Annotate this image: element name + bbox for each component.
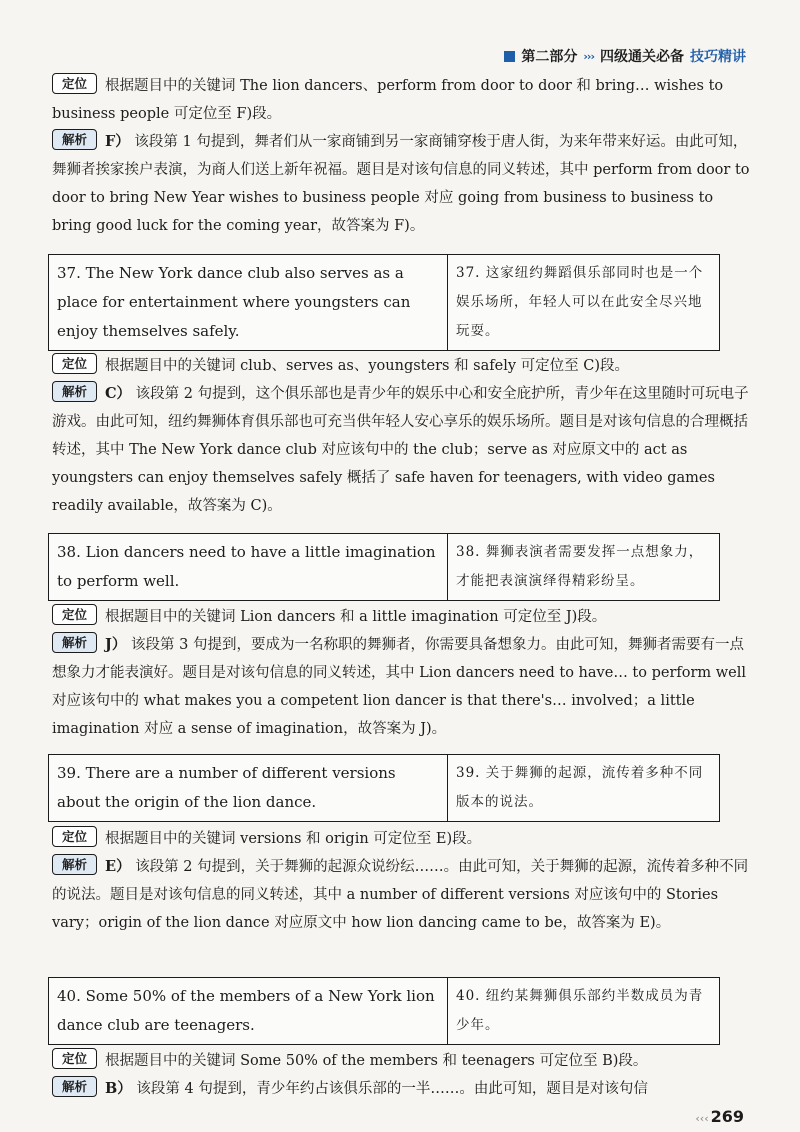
question-39-chinese: 39. 关于舞狮的起源，流传着多种不同版本的说法。: [456, 765, 704, 810]
locate-text: 根据题目中的关键词 Lion dancers 和 a little imagination 可定位至 J)段。: [105, 609, 607, 625]
locate-tag: 定位: [52, 604, 97, 625]
answer-letter: C）: [105, 385, 132, 402]
locate-paragraph: [52, 603, 752, 631]
locate-paragraph: [52, 825, 752, 853]
question-38-english: 38. Lion dancers need to have a little imagination to perform well.: [49, 534, 448, 600]
locate-paragraph: [52, 352, 752, 380]
answer-letter: E）: [105, 858, 131, 875]
locate-text: 根据题目中的关键词 Some 50% of the members 和 teenagers 可定位至 B)段。: [105, 1053, 648, 1069]
locate-text: 根据题目中的关键词 club、serves as、youngsters 和 safely 可定位至 C)段。: [105, 358, 630, 374]
analysis-paragraph: [52, 128, 752, 240]
answer-letter: F）: [105, 133, 130, 150]
header-arrows: ›››: [583, 49, 594, 63]
analysis-tag: 解析: [52, 854, 97, 875]
locate-text: 根据题目中的关键词 The lion dancers、perform from door to door 和 bring… wishes to business people 可定位至 F)段。: [52, 78, 724, 122]
running-header: [504, 46, 746, 66]
question-37-english: 37. The New York dance club also serves as a place for entertainment where youngsters can enjoy themselves safely.: [49, 255, 448, 350]
locate-paragraph: [52, 1047, 752, 1075]
answer-letter: J）: [105, 636, 127, 653]
question-box-40: [48, 977, 720, 1045]
analysis-paragraph: [52, 1075, 752, 1103]
question-40-english: 40. Some 50% of the members of a New York lion dance club are teenagers.: [49, 978, 448, 1044]
question-box-39: [48, 754, 720, 822]
question-40-chinese: 40. 纽约某舞狮俱乐部约半数成员为青少年。: [456, 988, 704, 1033]
page-arrows: ‹‹‹: [695, 1112, 709, 1125]
analysis-tag: 解析: [52, 1076, 97, 1097]
analysis-tag: 解析: [52, 129, 97, 150]
page-number: [695, 1107, 744, 1126]
header-title-a: 四级通关必备: [600, 49, 684, 65]
analysis-text: 该段第 4 句提到，青少年约占该俱乐部的一半……。由此可知，题目是对该句信: [136, 1081, 648, 1097]
answer-letter: B）: [105, 1080, 132, 1097]
locate-tag: 定位: [52, 73, 97, 94]
question-37-chinese: 37. 这家纽约舞蹈俱乐部同时也是一个娱乐场所，年轻人可以在此安全尽兴地玩耍。: [456, 265, 704, 339]
page-number-value: 269: [710, 1107, 744, 1126]
locate-text: 根据题目中的关键词 versions 和 origin 可定位至 E)段。: [105, 831, 482, 847]
locate-paragraph: [52, 72, 752, 128]
locate-tag: 定位: [52, 1048, 97, 1069]
locate-tag: 定位: [52, 826, 97, 847]
header-title-b: 技巧精讲: [690, 49, 746, 65]
analysis-text: 该段第 3 句提到，要成为一名称职的舞狮者，你需要具备想象力。由此可知，舞狮者需要有一点想象力才能表演好。题目是对该句信息的同义转述，其中 Lion dancers need to have… to perform well 对应该句中的 what makes you a competent lion dancer is that there's… involved；a little imagination 对应 a sense of imagination，故答案为 J)。: [52, 637, 747, 737]
question-box-38: [48, 533, 720, 601]
question-39-english: 39. There are a number of different versions about the origin of the lion dance.: [49, 755, 448, 821]
question-38-chinese: 38. 舞狮表演者需要发挥一点想象力，才能把表演演绎得精彩纷呈。: [456, 544, 704, 589]
analysis-text: 该段第 2 句提到，这个俱乐部也是青少年的娱乐中心和安全庇护所，青少年在这里随时可玩电子游戏。由此可知，纽约舞狮体育俱乐部也可充当供年轻人安心享乐的娱乐场所。题目是对该句信息的合理概括转述，其中 The New York dance club 对应该句中的 the club；serve as 对应原文中的 act as youngsters can enjoy themselves safely 概括了 safe haven for teenagers, with video games readily available，故答案为 C)。: [52, 386, 749, 514]
analysis-text: 该段第 1 句提到，舞者们从一家商铺到另一家商铺穿梭于唐人街，为来年带来好运。由此可知，舞狮者挨家挨户表演，为商人们送上新年祝福。题目是对该句信息的同义转述，其中 perform from door to door to bring New Year wishes to business people 对应 going from business to business to bring good luck for the coming year，故答案为 F)。: [52, 134, 750, 234]
analysis-paragraph: [52, 380, 752, 520]
question-box-37: [48, 254, 720, 351]
analysis-tag: 解析: [52, 632, 97, 653]
analysis-text: 该段第 2 句提到，关于舞狮的起源众说纷纭……。由此可知，关于舞狮的起源，流传着多种不同的说法。题目是对该句信息的同义转述，其中 a number of different versions 对应该句中的 Stories vary；origin of the lion dance 对应原文中 how lion dancing came to be，故答案为 E)。: [52, 859, 749, 931]
analysis-tag: 解析: [52, 381, 97, 402]
locate-tag: 定位: [52, 353, 97, 374]
header-section: 第二部分: [521, 49, 578, 65]
analysis-paragraph: [52, 631, 752, 743]
analysis-paragraph: [52, 853, 752, 937]
square-bullet-icon: [504, 51, 515, 62]
